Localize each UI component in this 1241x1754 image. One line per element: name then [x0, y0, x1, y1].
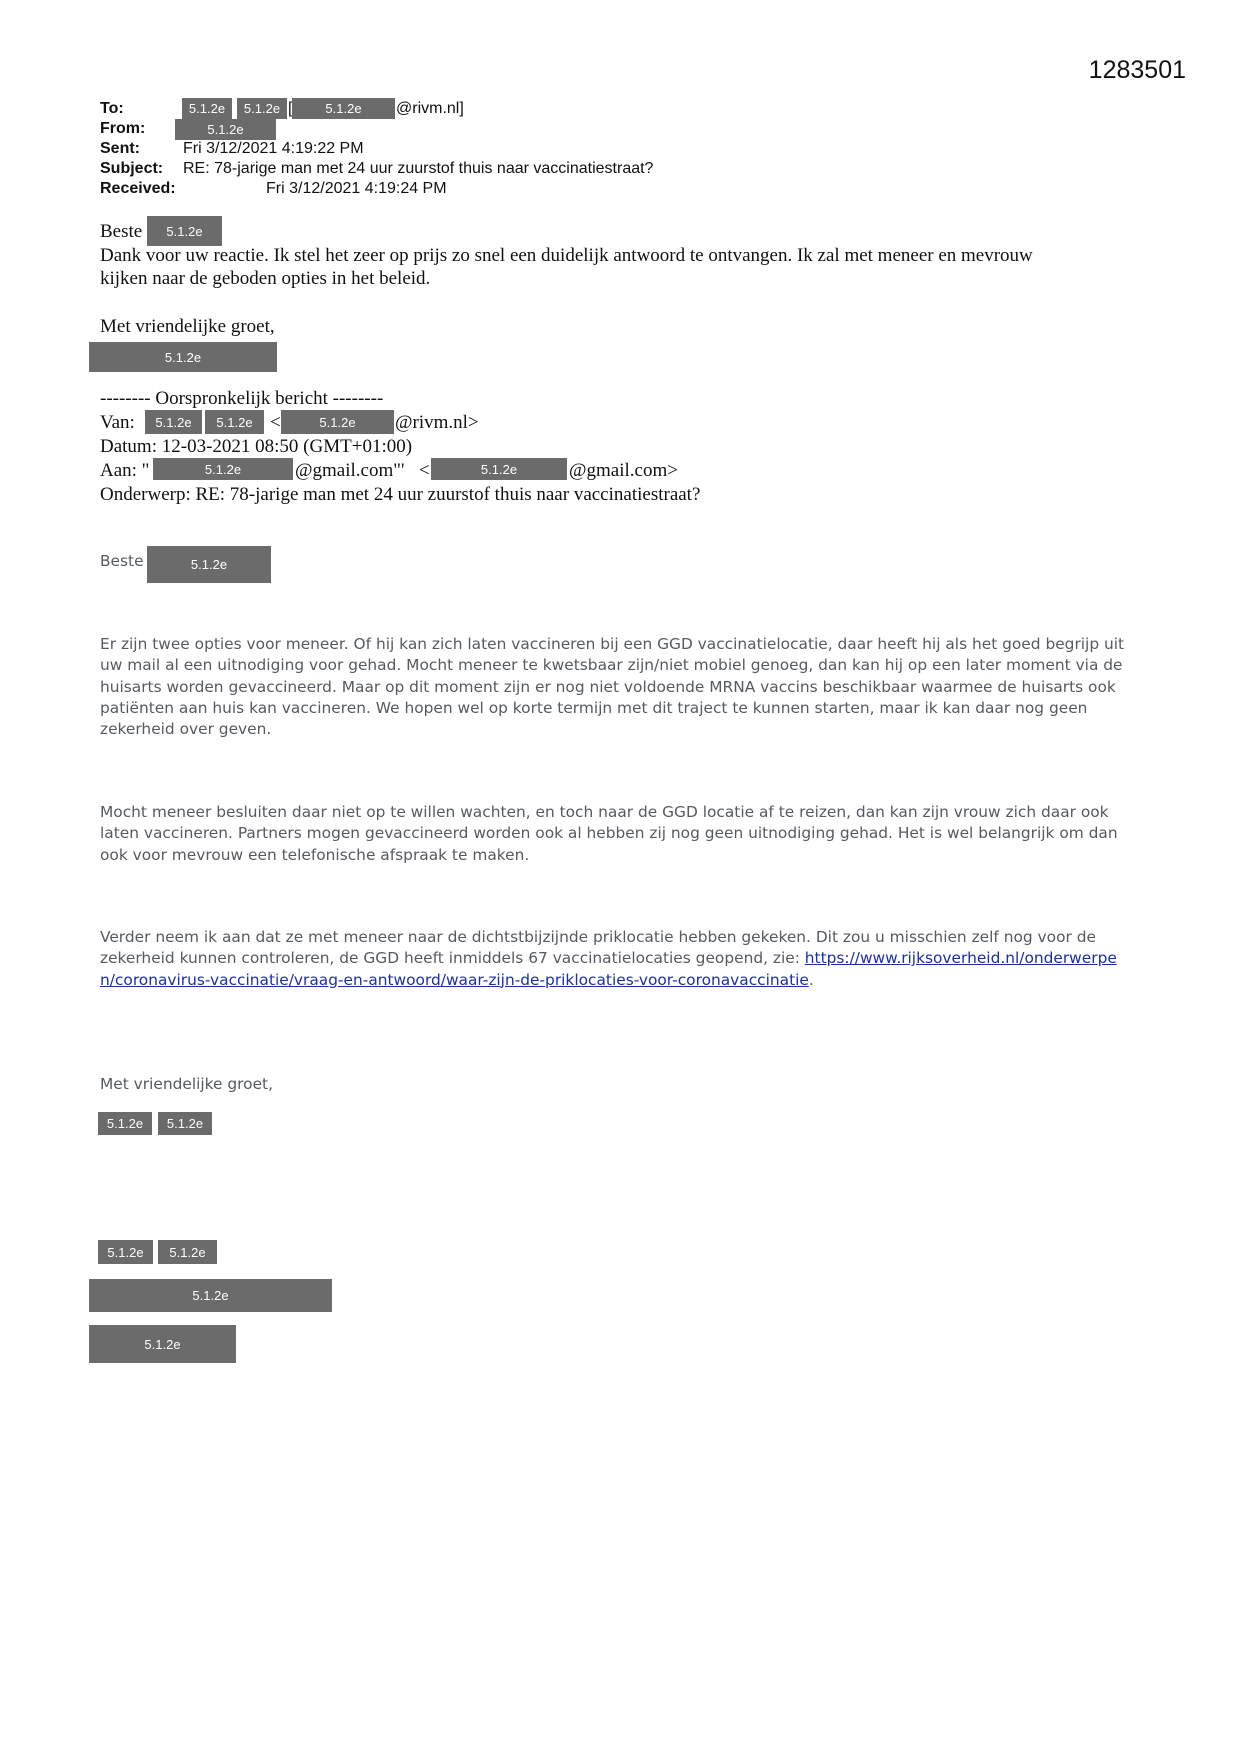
aan-gmail-2: @gmail.com>: [569, 460, 678, 481]
redaction-box: 5.1.2e: [153, 458, 293, 480]
van-lt: <: [270, 412, 281, 433]
sent-label: Sent:: [100, 140, 140, 157]
body-greeting: Beste: [100, 552, 144, 570]
original-separator: -------- Oorspronkelijk bericht --------: [100, 388, 384, 409]
redaction-box: 5.1.2e: [431, 458, 567, 480]
sent-value: Fri 3/12/2021 4:19:22 PM: [183, 140, 364, 157]
reply-closing: Met vriendelijke groet,: [100, 316, 275, 337]
redaction-box: 5.1.2e: [175, 119, 276, 140]
aan-label: Aan: ": [100, 460, 150, 481]
redaction-box: 5.1.2e: [89, 1279, 332, 1312]
van-label: Van:: [100, 412, 135, 433]
to-bracket: [: [288, 100, 293, 117]
redaction-box: 5.1.2e: [158, 1112, 212, 1135]
body-paragraph-1: Er zijn twee opties voor meneer. Of hij kan zich laten vaccineren bij een GGD vaccinatielocatie, daar heeft hij als het goed begrijp uit uw mail al een uitnodiging voor gehad. Mocht meneer te kwetsbaar zijn/niet mobiel genoeg, dan kan hij op een later moment via de huisarts worden gevaccineerd. Maar op dit moment zijn er nog niet voldoende MRNA vaccins beschikbaar waarmee de huisarts ook patiënten aan huis kan vaccineren. We hopen wel op korte termijn met dit traject te kunnen starten, maar ik kan daar nog geen zekerheid over geven.: [100, 635, 1125, 739]
document-number: 1283501: [1088, 56, 1186, 84]
datum-line: Datum: 12-03-2021 08:50 (GMT+01:00): [100, 436, 413, 457]
redaction-box: 5.1.2e: [89, 342, 277, 372]
redaction-box: 5.1.2e: [147, 546, 271, 583]
reply-greeting: Beste: [100, 221, 143, 242]
received-label: Received:: [100, 180, 176, 197]
redaction-box: 5.1.2e: [147, 216, 222, 246]
redaction-box: 5.1.2e: [281, 410, 394, 434]
redaction-box: 5.1.2e: [98, 1112, 152, 1135]
redaction-box: 5.1.2e: [145, 410, 202, 434]
aan-gmail-1: @gmail.com"': [295, 460, 405, 481]
redaction-box: 5.1.2e: [205, 410, 264, 434]
body-paragraph-2: Mocht meneer besluiten daar niet op te willen wachten, en toch naar de GGD locatie af te reizen, dan kan zijn vrouw zich daar ook laten vaccineren. Partners mogen gevaccineerd worden ook al hebben zij nog geen uitnodiging gehad. Het is wel belangrijk om dan ook voor mevrouw een telefonische afspraak te maken.: [100, 803, 1118, 864]
reply-line-2: kijken naar de geboden opties in het beleid.: [100, 268, 431, 289]
redaction-box: 5.1.2e: [89, 1325, 236, 1363]
redaction-box: 5.1.2e: [292, 98, 395, 119]
onderwerp-line: Onderwerp: RE: 78-jarige man met 24 uur zuurstof thuis naar vaccinatiestraat?: [100, 484, 701, 505]
redaction-box: 5.1.2e: [237, 98, 287, 119]
link-period: .: [808, 970, 814, 989]
to-label: To:: [100, 100, 124, 117]
body-paragraph-3-text: Verder neem ik aan dat ze met meneer naar de dichtstbijzijnde priklocatie hebben gekeken. Dit zou u misschien zelf nog voor de zekerheid kunnen controleren, de GGD heeft inmiddels 67 vaccinatielocaties geopend, zie:: [100, 928, 1096, 968]
priklocaties-link[interactable]: https://www.rijksoverheid.nl/onderwerpen/coronavirus-vaccinatie/vraag-en-antwoord/waar-zijn-de-priklocaties-voor-coronavaccinatie: [100, 949, 1117, 989]
subject-label: Subject:: [100, 160, 164, 177]
redaction-box: 5.1.2e: [158, 1240, 217, 1264]
subject-value: RE: 78-jarige man met 24 uur zuurstof thuis naar vaccinatiestraat?: [183, 160, 654, 177]
reply-line-1: Dank voor uw reactie. Ik stel het zeer op prijs zo snel een duidelijk antwoord te ontvangen. Ik zal met meneer en mevrouw: [100, 245, 1033, 266]
received-value: Fri 3/12/2021 4:19:24 PM: [266, 180, 447, 197]
to-domain: @rivm.nl]: [396, 100, 464, 117]
redaction-box: 5.1.2e: [98, 1240, 153, 1264]
body-closing: Met vriendelijke groet,: [100, 1075, 273, 1093]
aan-lt: <: [419, 460, 430, 481]
from-label: From:: [100, 120, 146, 137]
redaction-box: 5.1.2e: [182, 98, 232, 119]
van-domain: @rivm.nl>: [395, 412, 479, 433]
body-paragraph-3: [100, 927, 1130, 991]
